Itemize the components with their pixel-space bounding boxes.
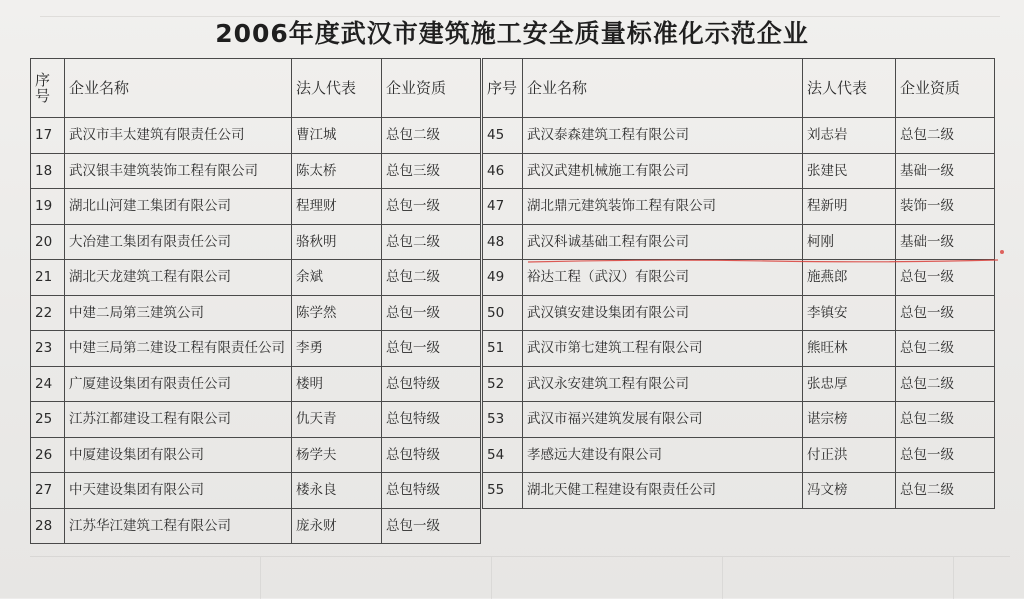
row-legal-rep: 李勇 — [292, 331, 382, 367]
row-legal-rep: 谌宗榜 — [803, 402, 896, 438]
row-legal-rep: 陈学然 — [292, 295, 382, 331]
row-legal-rep: 施燕郎 — [803, 260, 896, 296]
red-pen-underline — [528, 256, 1006, 266]
row-company-name: 中天建设集团有限公司 — [65, 473, 292, 509]
row-qualification: 总包一级 — [382, 189, 481, 225]
table-row — [483, 437, 995, 473]
table-row — [483, 402, 995, 438]
row-seq: 25 — [31, 402, 65, 438]
row-legal-rep: 张建民 — [803, 153, 896, 189]
row-seq: 51 — [483, 331, 523, 367]
row-qualification: 总包二级 — [896, 118, 995, 154]
table-row — [31, 189, 481, 225]
row-qualification: 基础一级 — [896, 224, 995, 260]
table-row — [483, 473, 995, 509]
row-seq: 17 — [31, 118, 65, 154]
row-qualification: 基础一级 — [896, 153, 995, 189]
row-legal-rep: 陈太桥 — [292, 153, 382, 189]
right-enterprise-table — [482, 58, 995, 509]
row-legal-rep: 柯刚 — [803, 224, 896, 260]
row-company-name: 中建三局第二建设工程有限责任公司 — [65, 331, 292, 367]
row-legal-rep: 骆秋明 — [292, 224, 382, 260]
row-qualification: 总包一级 — [896, 437, 995, 473]
row-seq: 45 — [483, 118, 523, 154]
row-seq: 50 — [483, 295, 523, 331]
header-seq: 序号 — [483, 59, 523, 118]
row-company-name: 裕达工程（武汉）有限公司 — [523, 260, 803, 296]
bleed-through-bottom — [30, 556, 1010, 599]
row-qualification: 总包二级 — [896, 402, 995, 438]
page-title: 2006年度武汉市建筑施工安全质量标准化示范企业 — [215, 19, 809, 48]
row-qualification: 总包二级 — [382, 224, 481, 260]
row-company-name: 武汉永安建筑工程有限公司 — [523, 366, 803, 402]
row-company-name: 武汉科诚基础工程有限公司 — [523, 224, 803, 260]
row-company-name: 中厦建设集团有限公司 — [65, 437, 292, 473]
table-row — [31, 295, 481, 331]
row-qualification: 总包一级 — [896, 295, 995, 331]
row-seq: 20 — [31, 224, 65, 260]
table-row — [31, 118, 481, 154]
row-qualification: 总包特级 — [382, 366, 481, 402]
row-seq: 21 — [31, 260, 65, 296]
row-qualification: 总包一级 — [382, 295, 481, 331]
table-row — [483, 224, 995, 260]
row-seq: 18 — [31, 153, 65, 189]
row-qualification: 总包三级 — [382, 153, 481, 189]
row-seq: 26 — [31, 437, 65, 473]
header-qualification: 企业资质 — [382, 59, 481, 118]
row-qualification: 总包二级 — [896, 331, 995, 367]
row-qualification: 总包二级 — [896, 366, 995, 402]
row-legal-rep: 付正洪 — [803, 437, 896, 473]
header-legal-rep: 法人代表 — [292, 59, 382, 118]
table-row — [31, 153, 481, 189]
row-seq: 24 — [31, 366, 65, 402]
row-qualification: 总包二级 — [382, 260, 481, 296]
row-qualification: 装饰一级 — [896, 189, 995, 225]
table-row — [483, 331, 995, 367]
row-legal-rep: 庞永财 — [292, 508, 382, 544]
table-row — [483, 295, 995, 331]
row-legal-rep: 程理财 — [292, 189, 382, 225]
row-seq: 52 — [483, 366, 523, 402]
row-company-name: 武汉银丰建筑装饰工程有限公司 — [65, 153, 292, 189]
row-company-name: 武汉市丰太建筑有限责任公司 — [65, 118, 292, 154]
row-seq: 23 — [31, 331, 65, 367]
row-seq: 28 — [31, 508, 65, 544]
row-qualification: 总包特级 — [382, 473, 481, 509]
row-company-name: 湖北天健工程建设有限责任公司 — [523, 473, 803, 509]
right-table-header-row — [483, 59, 995, 118]
row-seq: 48 — [483, 224, 523, 260]
table-row — [31, 224, 481, 260]
row-legal-rep: 李镇安 — [803, 295, 896, 331]
row-company-name: 武汉镇安建设集团有限公司 — [523, 295, 803, 331]
row-company-name: 大冶建工集团有限责任公司 — [65, 224, 292, 260]
row-seq: 46 — [483, 153, 523, 189]
header-legal-rep: 法人代表 — [803, 59, 896, 118]
row-seq: 47 — [483, 189, 523, 225]
row-seq: 19 — [31, 189, 65, 225]
header-company: 企业名称 — [523, 59, 803, 118]
row-legal-rep: 熊旺林 — [803, 331, 896, 367]
table-row — [483, 189, 995, 225]
table-row — [31, 260, 481, 296]
table-row — [31, 366, 481, 402]
row-legal-rep: 楼永良 — [292, 473, 382, 509]
row-legal-rep: 曹江城 — [292, 118, 382, 154]
table-row — [31, 437, 481, 473]
row-legal-rep: 刘志岩 — [803, 118, 896, 154]
row-company-name: 中建二局第三建筑公司 — [65, 295, 292, 331]
header-qualification: 企业资质 — [896, 59, 995, 118]
row-company-name: 江苏华江建筑工程有限公司 — [65, 508, 292, 544]
row-seq: 27 — [31, 473, 65, 509]
row-legal-rep: 冯文榜 — [803, 473, 896, 509]
row-company-name: 湖北天龙建筑工程有限公司 — [65, 260, 292, 296]
row-seq: 22 — [31, 295, 65, 331]
row-qualification: 总包二级 — [382, 118, 481, 154]
row-company-name: 孝感远大建设有限公司 — [523, 437, 803, 473]
row-seq: 49 — [483, 260, 523, 296]
row-legal-rep: 楼明 — [292, 366, 382, 402]
table-row — [483, 153, 995, 189]
table-row — [31, 402, 481, 438]
table-row — [483, 118, 995, 154]
row-company-name: 武汉市第七建筑工程有限公司 — [523, 331, 803, 367]
row-company-name: 广厦建设集团有限责任公司 — [65, 366, 292, 402]
row-company-name: 湖北鼎元建筑装饰工程有限公司 — [523, 189, 803, 225]
row-qualification: 总包二级 — [896, 473, 995, 509]
row-seq: 55 — [483, 473, 523, 509]
header-company: 企业名称 — [65, 59, 292, 118]
row-legal-rep: 仇天青 — [292, 402, 382, 438]
row-seq: 53 — [483, 402, 523, 438]
row-qualification: 总包特级 — [382, 437, 481, 473]
row-seq: 54 — [483, 437, 523, 473]
row-legal-rep: 张忠厚 — [803, 366, 896, 402]
row-qualification: 总包特级 — [382, 402, 481, 438]
row-legal-rep: 余斌 — [292, 260, 382, 296]
row-company-name: 湖北山河建工集团有限公司 — [65, 189, 292, 225]
row-qualification: 总包一级 — [896, 260, 995, 296]
left-table-header-row — [31, 59, 481, 118]
row-company-name: 武汉泰森建筑工程有限公司 — [523, 118, 803, 154]
left-enterprise-table — [30, 58, 481, 544]
table-row — [31, 473, 481, 509]
header-seq: 序号 — [31, 59, 65, 118]
row-legal-rep: 杨学夫 — [292, 437, 382, 473]
row-qualification: 总包一级 — [382, 331, 481, 367]
row-legal-rep: 程新明 — [803, 189, 896, 225]
table-row — [483, 366, 995, 402]
row-company-name: 江苏江都建设工程有限公司 — [65, 402, 292, 438]
table-row — [31, 331, 481, 367]
table-row — [31, 508, 481, 544]
row-company-name: 武汉市福兴建筑发展有限公司 — [523, 402, 803, 438]
row-qualification: 总包一级 — [382, 508, 481, 544]
row-company-name: 武汉武建机械施工有限公司 — [523, 153, 803, 189]
